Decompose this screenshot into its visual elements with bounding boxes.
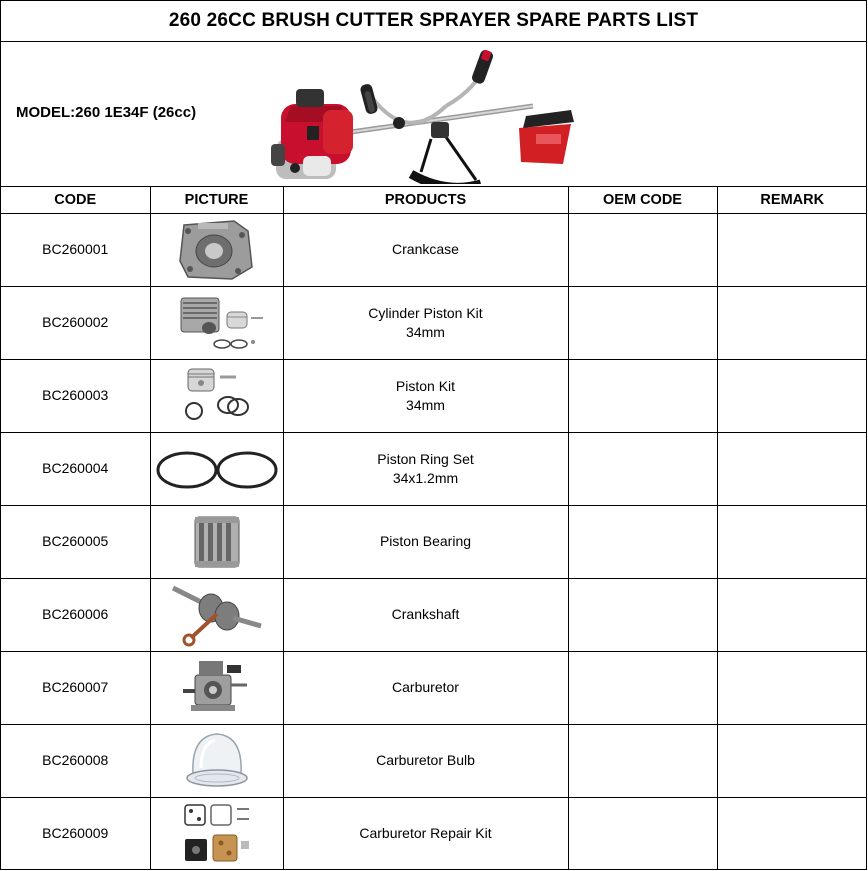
carburetor-icon — [177, 655, 257, 721]
part-code: BC260004 — [1, 432, 150, 505]
oem-code — [568, 724, 717, 797]
part-code: BC260001 — [1, 213, 150, 286]
product-name: Crankcase — [283, 213, 568, 286]
oem-code — [568, 213, 717, 286]
part-code: BC260006 — [1, 578, 150, 651]
parts-table — [1, 187, 867, 870]
part-code: BC260002 — [1, 286, 150, 359]
part-code: BC260007 — [1, 651, 150, 724]
column-header-oem-code: OEM CODE — [568, 187, 717, 213]
table-row — [1, 651, 867, 724]
carburetor-repair-kit-icon — [177, 801, 257, 867]
product-name: Carburetor Bulb — [283, 724, 568, 797]
crankshaft-icon — [167, 582, 267, 648]
table-row — [1, 578, 867, 651]
remark — [717, 724, 867, 797]
cylinder-piston-kit-icon — [167, 290, 267, 356]
remark — [717, 505, 867, 578]
table-row — [1, 505, 867, 578]
carburetor-bulb-icon — [177, 728, 257, 794]
product-spec: 34mm — [406, 396, 445, 413]
crankcase-icon — [172, 217, 262, 283]
oem-code — [568, 797, 717, 870]
piston-ring-set-icon — [155, 436, 279, 502]
oem-code — [568, 432, 717, 505]
product-name: Crankshaft — [283, 578, 568, 651]
oem-code — [568, 505, 717, 578]
oem-code — [568, 651, 717, 724]
product-name: Piston Bearing — [283, 505, 568, 578]
remark — [717, 432, 867, 505]
part-code: BC260005 — [1, 505, 150, 578]
remark — [717, 578, 867, 651]
oem-code — [568, 578, 717, 651]
column-header-picture: PICTURE — [150, 187, 283, 213]
product-name: Piston Kit 34mm — [283, 359, 568, 432]
remark — [717, 213, 867, 286]
column-header-code: CODE — [1, 187, 150, 213]
product-name: Carburetor Repair Kit — [283, 797, 568, 870]
part-code: BC260008 — [1, 724, 150, 797]
part-code: BC260009 — [1, 797, 150, 870]
product-name: Cylinder Piston Kit 34mm — [283, 286, 568, 359]
product-spec: 34x1.2mm — [392, 469, 459, 486]
piston-kit-icon — [172, 363, 262, 429]
column-header-remark: REMARK — [717, 187, 867, 213]
table-row — [1, 797, 867, 870]
product-spec: 34mm — [406, 323, 445, 340]
oem-code — [568, 359, 717, 432]
table-row — [1, 724, 867, 797]
model-header — [1, 42, 866, 187]
table-row — [1, 432, 867, 505]
brush-cutter-image — [271, 44, 591, 184]
product-name: Piston Ring Set 34x1.2mm — [283, 432, 568, 505]
table-row — [1, 359, 867, 432]
remark — [717, 651, 867, 724]
remark — [717, 359, 867, 432]
model-label: MODEL:260 1E34F (26cc) — [16, 104, 197, 121]
piston-bearing-icon — [187, 509, 247, 575]
table-row — [1, 286, 867, 359]
remark — [717, 797, 867, 870]
table-header-row — [1, 187, 867, 213]
page-title: 260 26CC BRUSH CUTTER SPRAYER SPARE PARTS LIST — [1, 1, 866, 42]
oem-code — [568, 286, 717, 359]
product-name: Carburetor — [283, 651, 568, 724]
remark — [717, 286, 867, 359]
table-row — [1, 213, 867, 286]
column-header-products: PRODUCTS — [283, 187, 568, 213]
part-code: BC260003 — [1, 359, 150, 432]
